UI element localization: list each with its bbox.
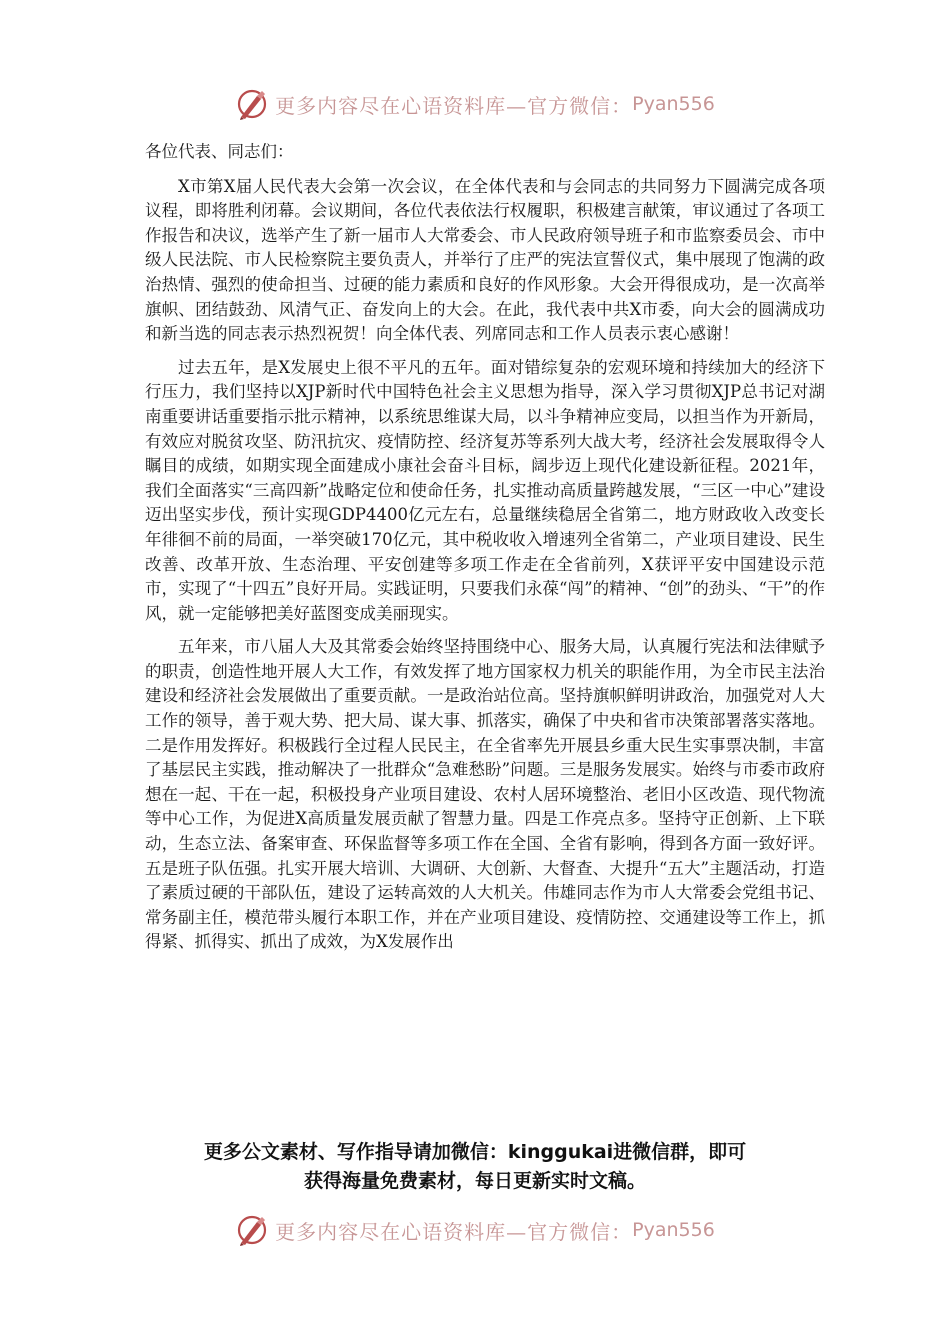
footer-banner-text: 更多内容尽在心语资料库—官方微信： <box>275 1219 633 1244</box>
header-wechat-id: Pyan556 <box>632 93 715 115</box>
footer-wechat-id: Pyan556 <box>632 1219 715 1241</box>
header-banner <box>0 84 950 124</box>
promo-notice <box>120 1138 830 1196</box>
document-body <box>145 140 825 964</box>
footer-banner <box>0 1210 950 1250</box>
pen-circle-logo-icon <box>235 87 269 121</box>
paragraph-2: 过去五年，是X发展史上很不平凡的五年。面对错综复杂的宏观环境和持续加大的经济下行压力，我们坚持以XJP新时代中国特色社会主义思想为指导，深入学习贯彻XJP总书记对湖南重要讲话重要指示批示精神，以系统思维谋大局，以斗争精神应变局，以担当作为开新局，有效应对脱贫攻坚、防汛抗灾、疫情防控、经济复苏等系列大战大考，经济社会发展取得令人瞩目的成绩，如期实现全面建成小康社会奋斗目标，阔步迈上现代化建设新征程。2021年，我们全面落实“三高四新”战略定位和使命任务，扎实推动高质量跨越发展，“三区一中心”建设迈出坚实步伐，预计实现GDP4400亿元左右，总量继续稳居全省第二，地方财政收入改变长年徘徊不前的局面，一举突破170亿元，其中税收收入增速列全省第二，产业项目建设、民生改善、改革开放、生态治理、平安创建等多项工作走在全省前列，X获评平安中国建设示范市，实现了“十四五”良好开局。实践证明，只要我们永葆“闯”的精神、“创”的劲头、“干”的作风，就一定能够把美好蓝图变成美丽现实。 <box>145 357 825 623</box>
paragraph-1: X市第X届人民代表大会第一次会议，在全体代表和与会同志的共同努力下圆满完成各项议程，即将胜利闭幕。会议期间，各位代表依法行权履职，积极建言献策，审议通过了各项工作报告和决议，选举产生了新一届市人大常委会、市人民政府领导班子和市监察委员会、市中级人民法院、市人民检察院主要负责人，并举行了庄严的宪法宣誓仪式，集中展现了饱满的政治热情、强烈的使命担当、过硬的能力素质和良好的作风形象。大会开得很成功，是一次高举旗帜、团结鼓劲、风清气正、奋发向上的大会。在此，我代表中共X市委，向大会的圆满成功和新当选的同志表示热烈祝贺！向全体代表、列席同志和工作人员表示衷心感谢！ <box>145 176 825 344</box>
promo-notice-line-2: 获得海量免费素材，每日更新实时文稿。 <box>303 1170 646 1192</box>
salutation: 各位代表、同志们： <box>145 142 294 161</box>
paragraph-3: 五年来，市八届人大及其常委会始终坚持围绕中心、服务大局，认真履行宪法和法律赋予的职责，创造性地开展人大工作，有效发挥了地方国家权力机关的职能作用，为全市民主法治建设和经济社会发展做出了重要贡献。一是政治站位高。坚持旗帜鲜明讲政治，加强党对人大工作的领导，善于观大势、把大局、谋大事、抓落实，确保了中央和省市决策部署落实落地。二是作用发挥好。积极践行全过程人民民主，在全省率先开展县乡重大民生实事票决制，丰富了基层民主实践，推动解决了一批群众“急难愁盼”问题。三是服务发展实。始终与市委市政府想在一起、干在一起，积极投身产业项目建设、农村人居环境整治、老旧小区改造、现代物流等中心工作，为促进X高质量发展贡献了智慧力量。四是工作亮点多。坚持守正创新、上下联动，生态立法、备案审查、环保监督等多项工作在全国、全省有影响，得到各方面一致好评。五是班子队伍强。扎实开展大培训、大调研、大创新、大督查、大提升“五大”主题活动，打造了素质过硬的干部队伍，建设了运转高效的人大机关。伟雄同志作为市人大常委会党组书记、常务副主任，模范带头履行本职工作，并在产业项目建设、疫情防控、交通建设等工作上，抓得紧、抓得实、抓出了成效，为X发展作出 <box>145 637 825 952</box>
pen-circle-logo-icon <box>235 1213 269 1247</box>
header-banner-text: 更多内容尽在心语资料库—官方微信： <box>275 93 633 118</box>
promo-notice-line-1: 更多公文素材、写作指导请加微信：kinggukai进微信群，即可 <box>203 1141 747 1163</box>
